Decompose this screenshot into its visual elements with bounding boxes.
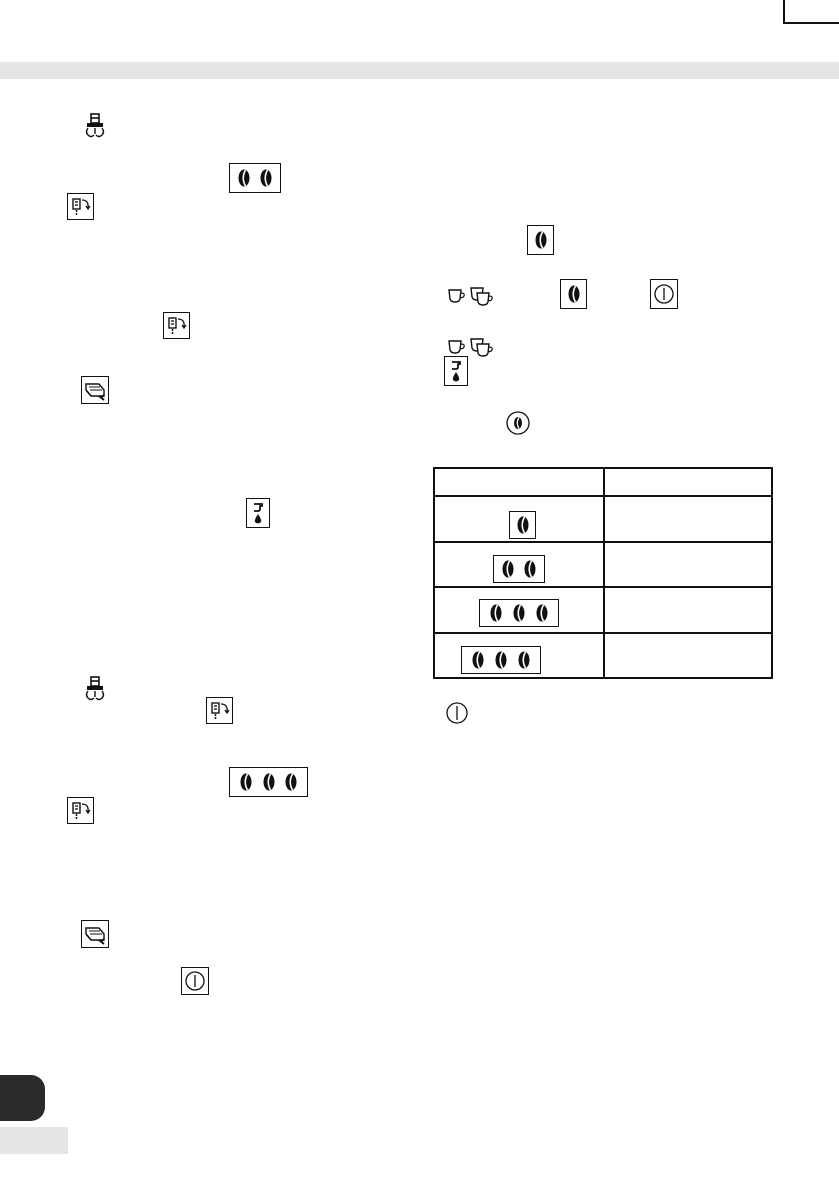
single-bean-icon — [560, 279, 587, 309]
crop-mark-vertical — [783, 0, 785, 24]
table-row — [434, 587, 772, 633]
table-header-cell — [434, 468, 604, 496]
triple-bean-icon — [479, 599, 559, 627]
table-cell — [434, 633, 604, 679]
hot-water-tap-icon — [246, 498, 270, 528]
rotate-knob-icon — [163, 312, 190, 339]
table-cell — [434, 496, 604, 542]
one-two-cups-icon — [447, 285, 497, 307]
one-two-cups-icon — [447, 336, 497, 358]
rotate-knob-icon — [206, 697, 233, 724]
strength-table — [433, 467, 773, 679]
table-cell — [434, 542, 604, 588]
power-button-icon — [445, 701, 469, 725]
table-header-row — [434, 468, 772, 496]
table-row — [434, 496, 772, 542]
steam-nozzle-icon — [82, 675, 108, 703]
page-number-strip — [0, 1127, 68, 1154]
triple-bean-icon — [229, 767, 308, 797]
table-cell — [604, 542, 772, 588]
rotate-knob-icon — [67, 797, 94, 824]
table-row — [434, 633, 772, 679]
header-band — [0, 62, 839, 79]
single-bean-icon — [509, 511, 536, 539]
table-cell — [604, 633, 772, 679]
table-cell — [604, 496, 772, 542]
page-edge-tab — [0, 1075, 45, 1121]
double-bean-icon — [493, 555, 545, 583]
aroma-bean-circle-icon — [505, 410, 531, 436]
table-cell — [604, 587, 772, 633]
rotate-knob-icon — [67, 193, 94, 220]
table-row — [434, 542, 772, 588]
power-button-icon — [181, 967, 209, 995]
power-button-icon — [650, 279, 678, 309]
steam-nozzle-icon — [82, 112, 108, 140]
drip-tray-icon — [81, 376, 109, 404]
double-bean-icon — [229, 163, 281, 193]
hot-water-tap-icon — [444, 356, 468, 386]
single-bean-icon — [527, 225, 554, 255]
table-cell — [434, 587, 604, 633]
table-header-cell — [604, 468, 772, 496]
drip-tray-icon — [81, 920, 109, 948]
triple-bean-icon — [461, 646, 541, 674]
crop-mark-horizontal — [785, 22, 839, 24]
